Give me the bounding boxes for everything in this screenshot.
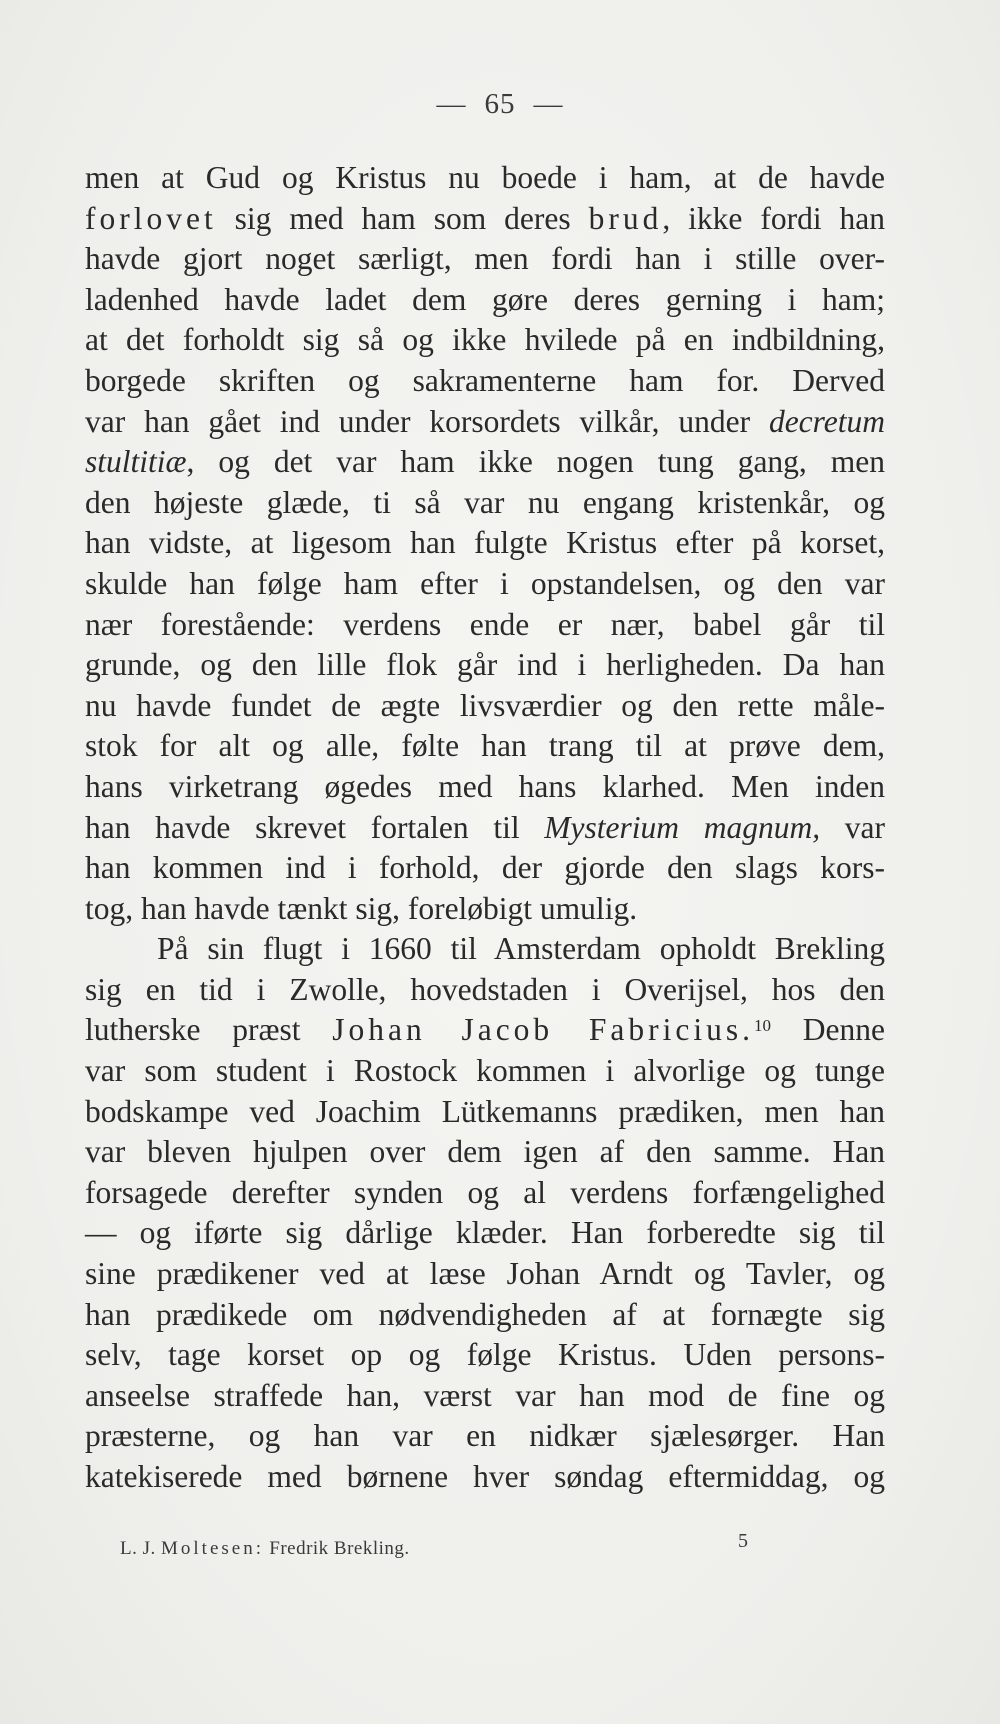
header-dash-right: — xyxy=(533,88,564,120)
text-line: — og iførte sig dårlige klæder. Han forberedte sig til xyxy=(85,1215,885,1251)
text-line: ladenhed havde ladet dem gøre deres gerning i ham; xyxy=(85,281,885,317)
text-line: På sin flugt i 1660 til Amsterdam opholdt Brekling xyxy=(157,931,885,967)
text-line: forsagede derefter synden og al verdens forfængelighed xyxy=(85,1174,885,1210)
latin-term: decretum xyxy=(768,403,885,439)
signature-mark xyxy=(120,1538,410,1560)
text-line: borgede skriften og sakramenterne ham for. Derved xyxy=(85,362,885,398)
text-line: bodskampe ved Joachim Lütkemanns prædiken, men han xyxy=(85,1093,885,1129)
footnote-marker: 10 xyxy=(754,1016,772,1036)
text-span: var han gået ind under korsordets vilkår, under xyxy=(85,403,769,439)
text-span: sig med ham som deres xyxy=(216,200,589,236)
text-line: sine prædikener ved at læse Johan Arndt og Tavler, og xyxy=(85,1256,885,1292)
text-line: han kommen ind i forhold, der gjorde den slags kors- xyxy=(85,850,885,886)
book-short-title: Fredrik Brekling. xyxy=(264,1538,410,1559)
author-initials: L. J. xyxy=(120,1538,161,1559)
book-title: Mysterium magnum, xyxy=(544,809,821,845)
text-line xyxy=(85,402,885,443)
header-dash-left: — xyxy=(436,88,467,120)
text-line: nær forestående: verdens ende er nær, babel går til xyxy=(85,606,885,642)
text-span: var xyxy=(820,809,885,845)
text-line: havde gjort noget særligt, men fordi han i stille over- xyxy=(85,241,885,277)
text-line: han vidste, at ligesom han fulgte Kristus efter på korset, xyxy=(85,525,885,561)
text-line: skulde han følge ham efter i opstandelsen, og den var xyxy=(85,565,885,601)
text-span: , og det var ham ikke nogen tung gang, men xyxy=(186,444,885,480)
text-line: nu havde fundet de ægte livsværdier og den rette måle- xyxy=(85,687,885,723)
signature-number: 5 xyxy=(738,1530,748,1552)
text-line: anseelse straffede han, værst var han mod de fine og xyxy=(85,1377,885,1413)
text-line xyxy=(85,199,885,240)
text-line xyxy=(85,442,885,483)
text-span: Denne xyxy=(771,1012,885,1048)
body-text xyxy=(85,158,885,1498)
text-line: var som student i Rostock kommen i alvorlige og tunge xyxy=(85,1053,885,1089)
text-line: selv, tage korset op og følge Kristus. Uden persons- xyxy=(85,1337,885,1373)
running-header xyxy=(0,88,1000,121)
text-line: sig en tid i Zwolle, hovedstaden i Overijsel, hos den xyxy=(85,971,885,1007)
text-line: var bleven hjulpen over dem igen af den samme. Han xyxy=(85,1134,885,1170)
author-name: Moltesen: xyxy=(161,1538,264,1559)
text-line: grunde, og den lille flok går ind i herligheden. Da han xyxy=(85,647,885,683)
text-span: lutherske præst xyxy=(85,1012,333,1048)
spaced-name: Johan Jacob Fabricius. xyxy=(332,1012,755,1048)
spaced-word: forlovet xyxy=(85,200,217,236)
spaced-word: brud xyxy=(588,200,663,236)
signature-line xyxy=(0,1530,1000,1570)
latin-term: stultitiæ xyxy=(85,444,187,480)
text-span: han havde skrevet fortalen til xyxy=(85,809,545,845)
text-line: præsterne, og han var en nidkær sjælesørger. Han xyxy=(85,1418,885,1454)
text-line: tog, han havde tænkt sig, foreløbigt umulig. xyxy=(85,890,638,926)
text-line xyxy=(85,808,885,849)
text-line: men at Gud og Kristus nu boede i ham, at de havde xyxy=(85,160,885,195)
text-line: han prædikede om nødvendigheden af at fornægte sig xyxy=(85,1296,885,1332)
page-number: 65 xyxy=(484,88,516,120)
text-line: at det forholdt sig så og ikke hvilede på en indbildning, xyxy=(85,322,885,358)
text-line: den højeste glæde, ti så var nu engang kristenkår, og xyxy=(85,484,885,520)
text-span: , ikke fordi han xyxy=(662,200,885,236)
text-line: katekiserede med børnene hver søndag eftermiddag, og xyxy=(85,1459,885,1494)
text-line: hans virketrang øgedes med hans klarhed. Men inden xyxy=(85,768,885,804)
text-line xyxy=(85,1010,885,1051)
text-line: stok for alt og alle, følte han trang til at prøve dem, xyxy=(85,728,885,764)
